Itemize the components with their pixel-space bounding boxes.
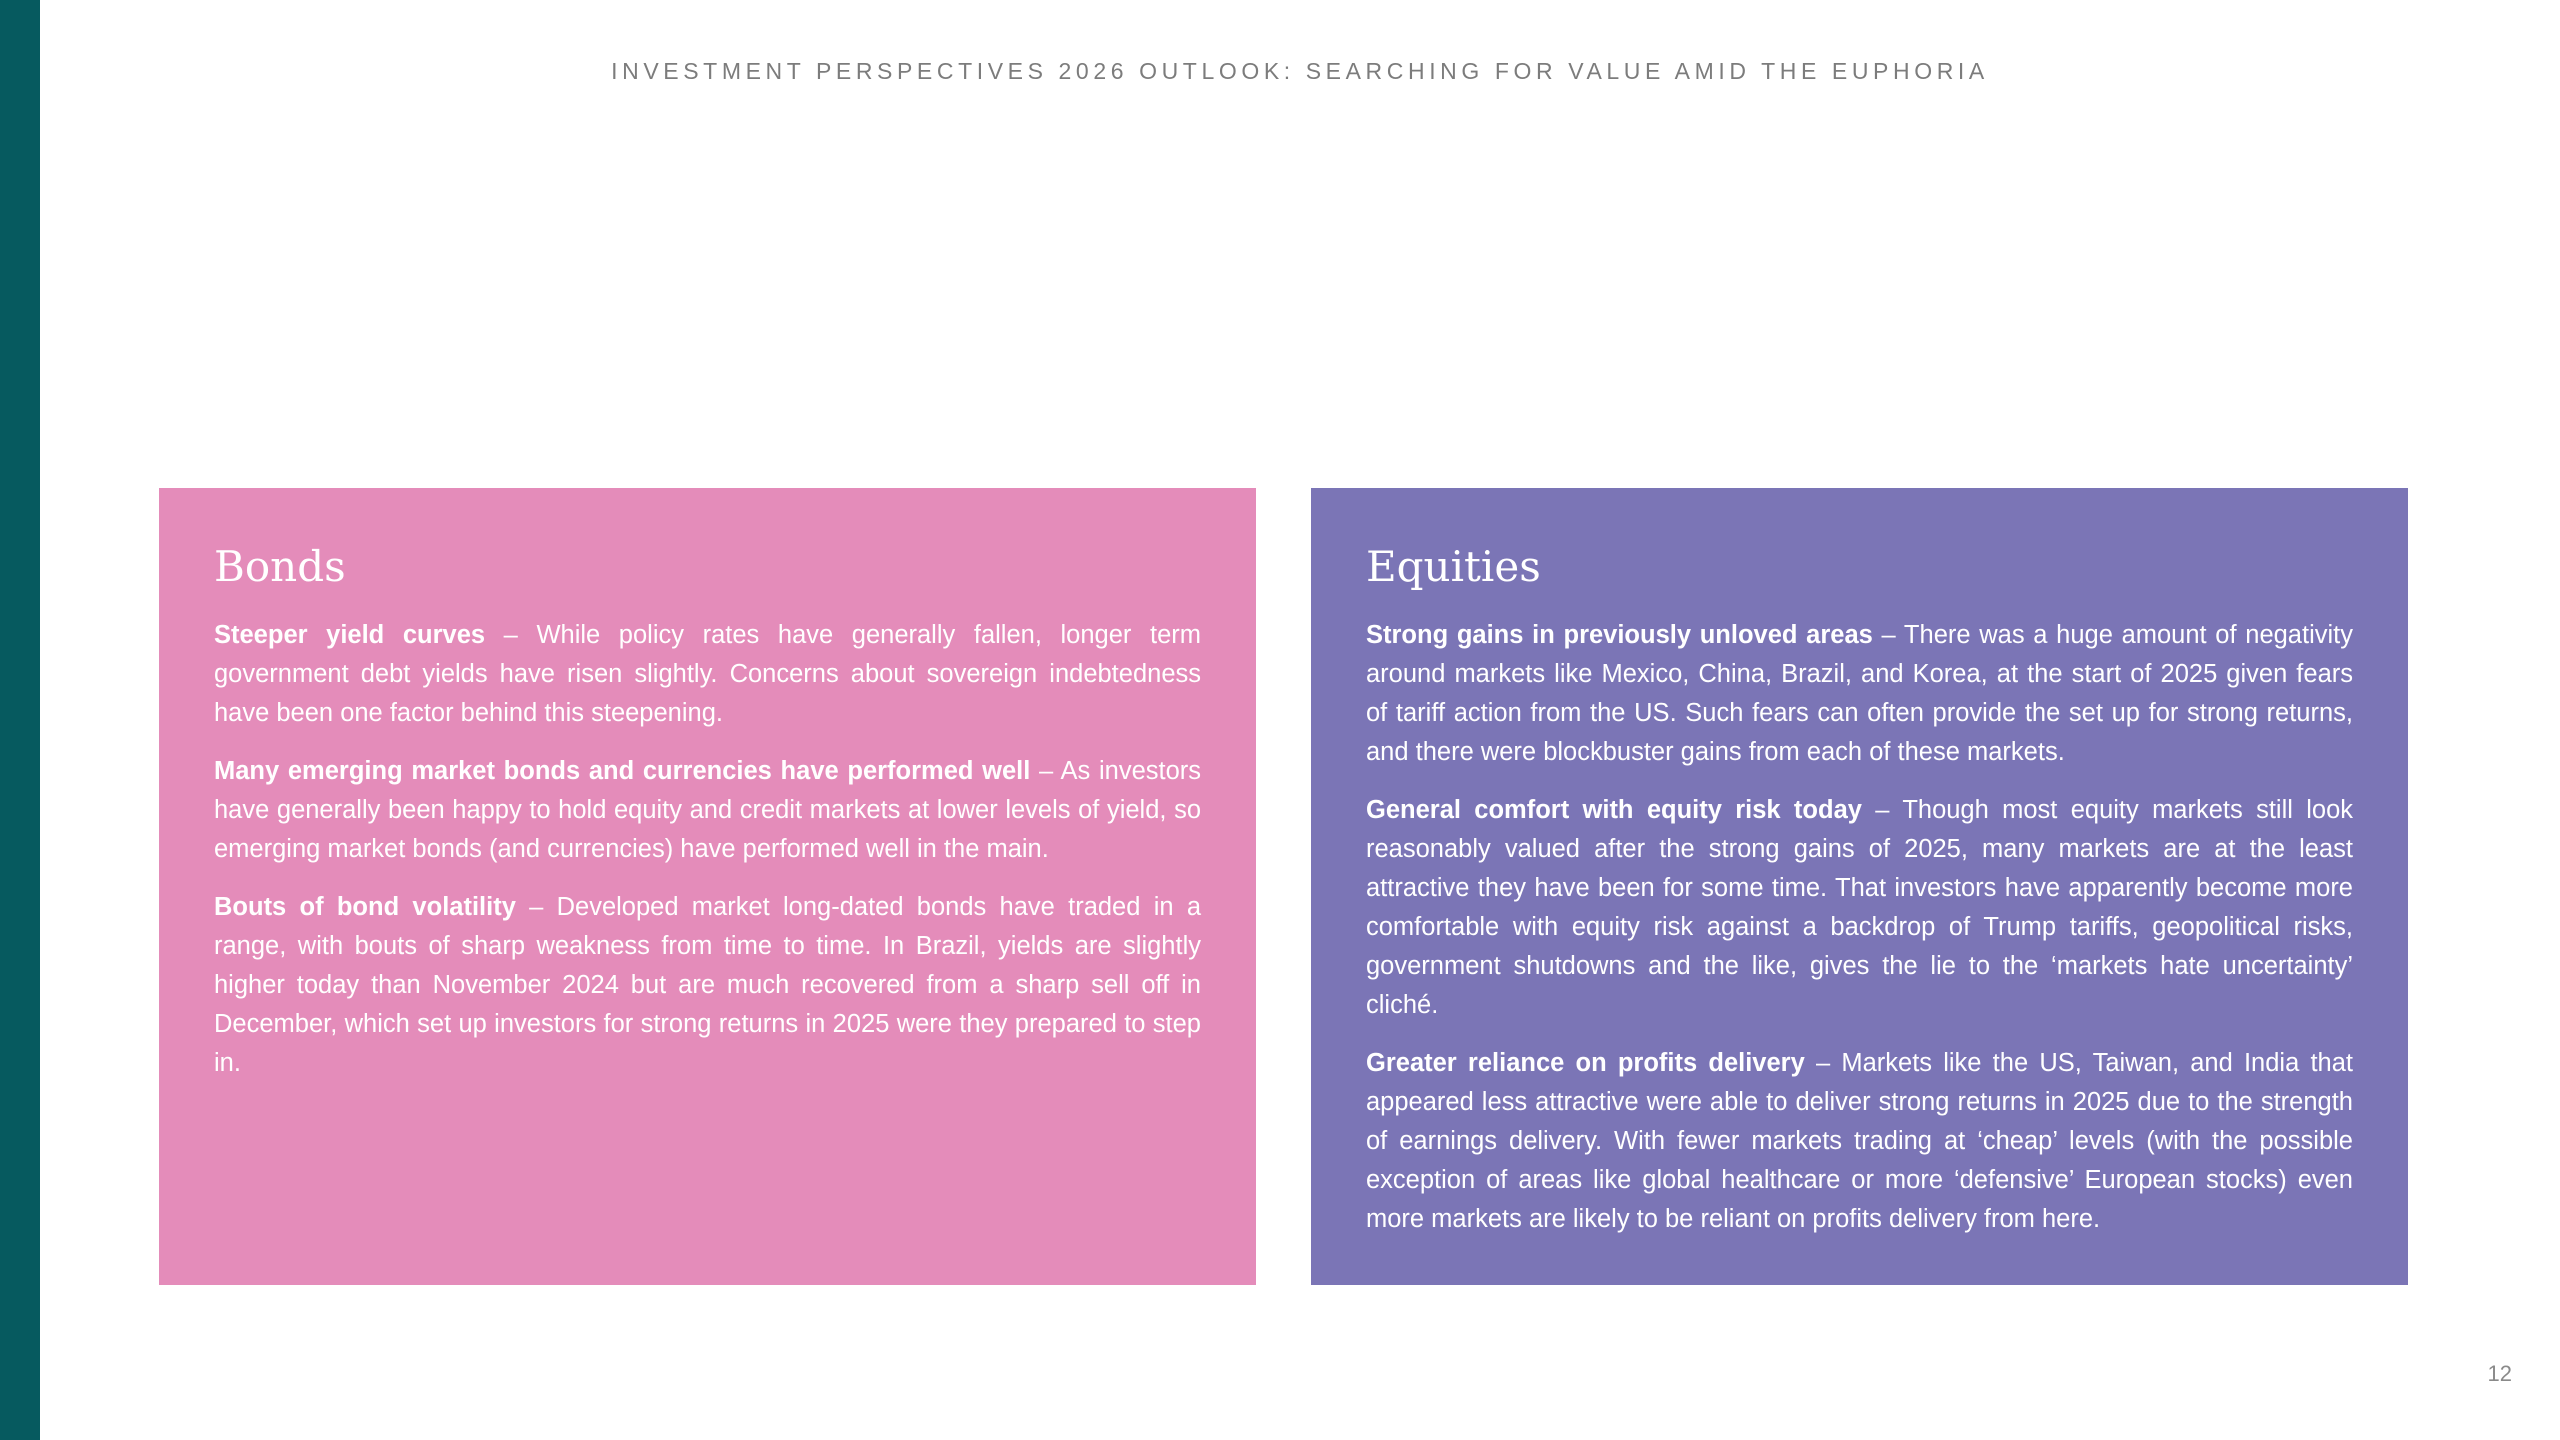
equities-paragraph xyxy=(1366,1044,2353,1239)
bonds-paragraph xyxy=(214,752,1201,869)
bonds-paragraph xyxy=(214,616,1201,733)
paragraph-text: – Though most equity markets still look reasonably valued after the strong gains of 2025, many markets are at the least attractive they have been for some time. That investors have apparently become more comfortable with equity risk against a backdrop of Trump tariffs, geopolitical risks, government shutdowns and the like, gives the lie to the ‘markets hate uncertainty’ cliché. xyxy=(1366,796,2353,1020)
paragraph-text: – While policy rates have generally fallen, longer term government debt yields have risen slightly. Concerns about sovereign indebtedness have been one factor behind this steepening. xyxy=(214,621,1201,728)
equities-paragraph xyxy=(1366,616,2353,772)
equities-panel xyxy=(1311,488,2408,1285)
bonds-paragraph xyxy=(214,888,1201,1083)
paragraph-text: – As investors have generally been happy to hold equity and credit markets at lower levels of yield, so emerging market bonds (and currencies) have performed well in the main. xyxy=(214,757,1202,864)
paragraph-text: – Developed market long-dated bonds have traded in a range, with bouts of sharp weakness from time to time. In Brazil, yields are slightly higher today than November 2024 but are much recovered from a sharp sell off in December, which set up investors for strong returns in 2025 were they prepared to step in. xyxy=(214,893,1201,1078)
bonds-panel xyxy=(159,488,1256,1285)
paragraph-lead: Many emerging market bonds and currencies have performed well xyxy=(214,757,1031,786)
paragraph-text: – Markets like the US, Taiwan, and India that appeared less attractive were able to deliver strong returns in 2025 due to the strength of earnings delivery. With fewer markets trading at ‘cheap’ levels (with the possible exception of areas like global healthcare or more ‘defensive’ European stocks) even more markets are likely to be reliant on profits delivery from here. xyxy=(1366,1049,2353,1234)
paragraph-lead: Steeper yield curves xyxy=(214,621,486,650)
paragraph-lead: Strong gains in previously unloved areas xyxy=(1366,621,1873,650)
equities-heading: Equities xyxy=(1366,542,1541,591)
paragraph-lead: Bouts of bond volatility xyxy=(214,893,516,922)
equities-paragraph xyxy=(1366,791,2353,1025)
paragraph-lead: General comfort with equity risk today xyxy=(1366,796,1862,825)
page-header-title: INVESTMENT PERSPECTIVES 2026 OUTLOOK: SEARCHING FOR VALUE AMID THE EUPHORIA xyxy=(611,58,1989,84)
bonds-heading: Bonds xyxy=(214,542,346,591)
paragraph-text: – There was a huge amount of negativity around markets like Mexico, China, Brazil, and Korea, at the start of 2025 given fears of tariff action from the US. Such fears can often provide the set up for strong returns, and there were blockbuster gains from each of these markets. xyxy=(1366,621,2353,767)
paragraph-lead: Greater reliance on profits delivery xyxy=(1366,1049,1805,1078)
left-accent-bar xyxy=(0,0,40,1440)
page-number: 12 xyxy=(2487,1361,2512,1386)
